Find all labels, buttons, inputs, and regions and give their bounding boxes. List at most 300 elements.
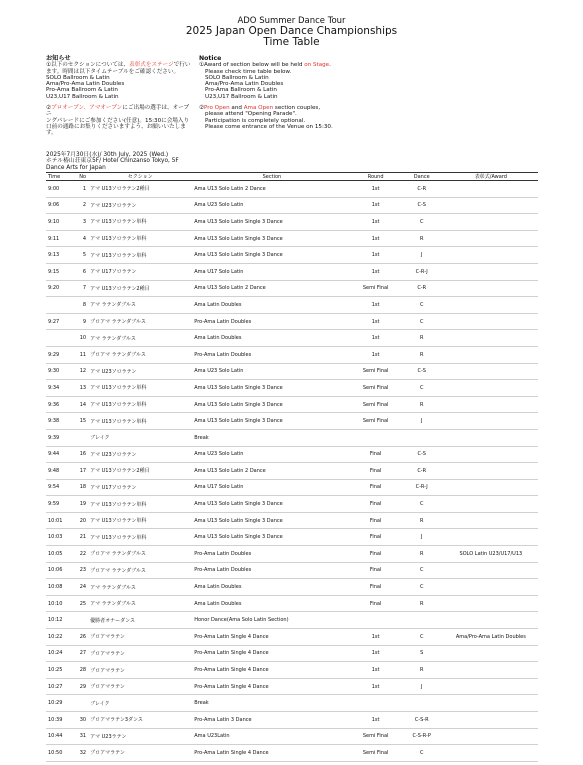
row-round: 1st (352, 197, 400, 214)
row-award (444, 197, 538, 214)
row-section-jp: アマ U13ソロラテン単科 (88, 380, 192, 397)
row-round: 1st (352, 645, 400, 662)
row-no: 6 (74, 263, 88, 280)
row-round (352, 695, 400, 712)
table-row (46, 496, 538, 513)
row-section-jp: プロアマラテン (88, 645, 192, 662)
row-round: Final (352, 479, 400, 496)
row-section-jp: アマ U23ソロラテン (88, 446, 192, 463)
row-section-jp: プロアマラテン (88, 745, 192, 762)
row-section: Pro-Ama Latin Single 4 Dance (192, 678, 351, 695)
table-row (46, 662, 538, 679)
row-time: 9:13 (46, 247, 74, 264)
row-round: 1st (352, 230, 400, 247)
row-award (444, 662, 538, 679)
row-dance: C (400, 496, 444, 513)
row-no: 11 (74, 346, 88, 363)
notice-jp-line: SOLO Ballroom & Latin (46, 74, 110, 81)
table-row (46, 363, 538, 380)
row-time: 10:01 (46, 512, 74, 529)
row-no: 32 (74, 745, 88, 762)
table-row (46, 313, 538, 330)
row-section: Pro-Ama Latin Single 4 Dance (192, 645, 351, 662)
row-round: Semi Final (352, 380, 400, 397)
row-dance: J (400, 247, 444, 264)
row-round (352, 612, 400, 629)
row-award (444, 330, 538, 347)
row-award: SOLO Latin U23/U17/U13 (444, 546, 538, 563)
row-no: 20 (74, 512, 88, 529)
row-dance: J (400, 678, 444, 695)
row-no: 16 (74, 446, 88, 463)
row-section-jp: プロアマ ラテンダブルス (88, 346, 192, 363)
row-dance (400, 429, 444, 446)
row-award (444, 512, 538, 529)
row-round: Semi Final (352, 280, 400, 297)
row-section-jp: アマ ラテンダブルス (88, 579, 192, 596)
row-section-jp: アマ U13ソロラテン単科 (88, 230, 192, 247)
row-award (444, 463, 538, 480)
row-no: 26 (74, 629, 88, 646)
row-time: 9:11 (46, 230, 74, 247)
row-award (444, 678, 538, 695)
row-round: 1st (352, 678, 400, 695)
row-time: 9:30 (46, 363, 74, 380)
row-section: Pro-Ama Latin Single 4 Dance (192, 629, 351, 646)
row-section-jp: プロアマ ラテンダブルス (88, 562, 192, 579)
table-row (46, 463, 538, 480)
row-round: 1st (352, 214, 400, 231)
row-no: 5 (74, 247, 88, 264)
table-row (46, 330, 538, 347)
table-row (46, 579, 538, 596)
row-section: Ama U17 Solo Latin (192, 479, 351, 496)
row-section: Ama U23 Solo Latin (192, 446, 351, 463)
row-award (444, 346, 538, 363)
row-dance: R (400, 396, 444, 413)
row-round: 1st (352, 629, 400, 646)
row-no: 13 (74, 380, 88, 397)
row-time: 10:27 (46, 678, 74, 695)
row-time: 9:39 (46, 429, 74, 446)
row-award (444, 595, 538, 612)
row-time: 10:03 (46, 529, 74, 546)
row-section-jp: プロアマラテン (88, 678, 192, 695)
table-row (46, 612, 538, 629)
notice-en-line: Please check time table below. (205, 68, 292, 75)
row-dance: R (400, 662, 444, 679)
row-section: Ama U13 Solo Latin 2 Dance (192, 280, 351, 297)
row-section-jp: アマ ラテンダブルス (88, 330, 192, 347)
row-section: Ama U17 Solo Latin (192, 263, 351, 280)
row-time: 10:39 (46, 712, 74, 729)
row-round: Semi Final (352, 363, 400, 380)
row-dance: C-R-J (400, 479, 444, 496)
table-row (46, 346, 538, 363)
notice-english (199, 56, 369, 130)
row-section-jp: アマ U13ソロラテン単科 (88, 529, 192, 546)
table-row (46, 678, 538, 695)
event-meta (46, 152, 179, 171)
row-round: 1st (352, 263, 400, 280)
row-section-jp: アマ U13ソロラテン単科 (88, 214, 192, 231)
row-section-jp: アマ U17ソロラテン (88, 479, 192, 496)
table-row (46, 396, 538, 413)
notice-jp-line: U23,U17 Ballroom & Latin (46, 93, 119, 100)
row-award (444, 230, 538, 247)
table-row (46, 529, 538, 546)
championship-title: 2025 Japan Open Dance Championships (185, 25, 398, 37)
row-dance: C-S (400, 446, 444, 463)
row-award (444, 479, 538, 496)
row-no: 27 (74, 645, 88, 662)
row-round: 1st (352, 712, 400, 729)
row-no: 14 (74, 396, 88, 413)
row-section-jp: アマ ラテンダブルス (88, 595, 192, 612)
table-row (46, 280, 538, 297)
row-section-jp: プロアマラテン (88, 629, 192, 646)
notice-jp-line: ングパレードにご参加ください(任意)。15:30に会場入り (46, 117, 190, 124)
row-time (46, 297, 74, 314)
tour-name: ADO Summer Dance Tour (237, 16, 346, 26)
row-round: 1st (352, 330, 400, 347)
row-section-jp: アマ U13ソロラテン2種目 (88, 280, 192, 297)
table-row (46, 230, 538, 247)
row-dance: R (400, 230, 444, 247)
row-award (444, 745, 538, 762)
row-award (444, 214, 538, 231)
row-time: 10:24 (46, 645, 74, 662)
row-section-jp: アマ U23ラテン (88, 728, 192, 745)
row-dance: C-S-R-P (400, 728, 444, 745)
row-round: Final (352, 595, 400, 612)
row-no: 9 (74, 313, 88, 330)
page-title: Time Table (263, 36, 320, 48)
row-section-jp: プロアマ ラテンダブルス (88, 546, 192, 563)
notice-en-line: Participation is completely optional. (205, 117, 306, 124)
row-round: Final (352, 546, 400, 563)
row-no: 2 (74, 197, 88, 214)
row-section-jp: アマ U13ソロラテン単科 (88, 512, 192, 529)
row-award (444, 712, 538, 729)
row-section: Ama U13 Solo Latin Single 3 Dance (192, 380, 351, 397)
row-time: 9:15 (46, 263, 74, 280)
row-dance: C (400, 214, 444, 231)
row-dance: C (400, 629, 444, 646)
row-section-jp: アマ U13ソロラテン単科 (88, 496, 192, 513)
row-round: 1st (352, 247, 400, 264)
row-section: Ama U13 Solo Latin Single 3 Dance (192, 230, 351, 247)
row-section: Ama U23 Solo Latin (192, 363, 351, 380)
row-section: Ama Latin Doubles (192, 595, 351, 612)
row-time: 10:05 (46, 546, 74, 563)
row-award (444, 645, 538, 662)
row-section-jp: アマ U23ソロラテン (88, 197, 192, 214)
table-row (46, 562, 538, 579)
row-section-jp: アマ U13ソロラテン2種目 (88, 463, 192, 480)
row-round: Final (352, 529, 400, 546)
row-award (444, 396, 538, 413)
row-section-jp: ブレイク (88, 429, 192, 446)
row-no: 10 (74, 330, 88, 347)
row-award (444, 363, 538, 380)
table-row (46, 629, 538, 646)
notice-en-line: please attend "Opening Parade". (205, 111, 297, 118)
table-row (46, 712, 538, 729)
row-dance (400, 612, 444, 629)
row-dance (400, 695, 444, 712)
row-award (444, 496, 538, 513)
row-section-jp: アマ U17ソロラテン (88, 263, 192, 280)
row-section: Pro-Ama Latin Doubles (192, 546, 351, 563)
row-no: 17 (74, 463, 88, 480)
row-round: 1st (352, 662, 400, 679)
row-round: Semi Final (352, 745, 400, 762)
row-no: 31 (74, 728, 88, 745)
row-round: Final (352, 446, 400, 463)
row-no: 8 (74, 297, 88, 314)
row-time: 10:50 (46, 745, 74, 762)
row-dance: C-R-J (400, 263, 444, 280)
row-time: 9:27 (46, 313, 74, 330)
notice-jp-line: 口前の通路にお集りくださいますよう、お願いいたします。 (46, 123, 186, 137)
row-section-jp: 優勝者オナーダンス (88, 612, 192, 629)
row-section: Pro-Ama Latin Doubles (192, 346, 351, 363)
row-no (74, 695, 88, 712)
notice-jp-line: ます。時間は以下タイムテーブルをご確認ください。 (46, 68, 180, 75)
notice-en-line: Ama/Pro-Ama Latin Doubles (205, 81, 284, 88)
row-no (74, 612, 88, 629)
row-dance: R (400, 546, 444, 563)
row-dance: C-R (400, 280, 444, 297)
row-section: Ama U13 Solo Latin 2 Dance (192, 463, 351, 480)
row-time: 9:00 (46, 181, 74, 198)
row-no: 24 (74, 579, 88, 596)
row-no: 19 (74, 496, 88, 513)
row-dance: J (400, 529, 444, 546)
table-row (46, 446, 538, 463)
row-section-jp: プロアマラテン (88, 662, 192, 679)
row-round: 1st (352, 181, 400, 198)
row-award (444, 263, 538, 280)
row-section-jp: アマ U23ソロラテン (88, 363, 192, 380)
notice-en-line: SOLO Ballroom & Latin (205, 74, 269, 81)
row-time: 9:10 (46, 214, 74, 231)
row-section: Ama U23 Solo Latin (192, 197, 351, 214)
table-row (46, 380, 538, 397)
row-award (444, 413, 538, 430)
row-no (74, 429, 88, 446)
row-dance: C (400, 562, 444, 579)
row-section-jp: プロアマラテン3ダンス (88, 712, 192, 729)
row-section: Ama U13 Solo Latin Single 3 Dance (192, 529, 351, 546)
notice-en-line: U23,U17 Ballroom & Latin (205, 93, 278, 100)
row-time: 9:59 (46, 496, 74, 513)
row-section: Ama Latin Doubles (192, 297, 351, 314)
row-no: 29 (74, 678, 88, 695)
row-time: 9:34 (46, 380, 74, 397)
row-award (444, 247, 538, 264)
column-header-no: No (74, 173, 88, 181)
row-award (444, 579, 538, 596)
notice-japanese (46, 56, 194, 137)
row-section: Ama U13 Solo Latin Single 3 Dance (192, 396, 351, 413)
table-row (46, 546, 538, 563)
table-row (46, 181, 538, 198)
row-dance: C (400, 313, 444, 330)
row-section: Ama U13 Solo Latin Single 3 Dance (192, 413, 351, 430)
notice-en-line: Pro-Ama Ballroom & Latin (205, 87, 277, 94)
row-award (444, 529, 538, 546)
table-row (46, 745, 538, 762)
row-section: Break (192, 429, 351, 446)
row-no: 4 (74, 230, 88, 247)
row-section-jp: アマ U13ソロラテン単科 (88, 413, 192, 430)
row-dance: C (400, 380, 444, 397)
row-no: 15 (74, 413, 88, 430)
row-time: 10:22 (46, 629, 74, 646)
row-round: Final (352, 562, 400, 579)
row-time: 10:06 (46, 562, 74, 579)
event-date: 2025年7月30日(水)/ 30th July, 2025 (Wed.) (46, 152, 169, 158)
row-time: 9:20 (46, 280, 74, 297)
notice-jp-line: Ama/Pro-Ama Latin Doubles (46, 81, 125, 88)
event-organizer: Dance Arts for Japan (46, 164, 106, 171)
table-header-row (46, 173, 538, 181)
row-dance: C (400, 745, 444, 762)
table-row (46, 728, 538, 745)
page-header (0, 16, 583, 48)
table-row (46, 512, 538, 529)
row-round (352, 429, 400, 446)
row-no: 1 (74, 181, 88, 198)
notice-en-line: Please come entrance of the Venue on 15:30. (205, 123, 333, 130)
row-time: 10:44 (46, 728, 74, 745)
row-no: 18 (74, 479, 88, 496)
row-dance: C-S (400, 197, 444, 214)
table-row (46, 413, 538, 430)
table-row (46, 645, 538, 662)
row-no: 12 (74, 363, 88, 380)
row-dance: C-R (400, 463, 444, 480)
row-dance: J (400, 413, 444, 430)
row-round: 1st (352, 346, 400, 363)
table-row (46, 297, 538, 314)
row-section: Break (192, 695, 351, 712)
row-section-jp: アマ U13ソロラテン単科 (88, 247, 192, 264)
row-time: 10:12 (46, 612, 74, 629)
row-no: 7 (74, 280, 88, 297)
column-header-section-jp: セクション (88, 173, 192, 181)
row-award (444, 297, 538, 314)
row-award (444, 380, 538, 397)
row-time: 9:48 (46, 463, 74, 480)
time-table (46, 172, 538, 762)
table-row (46, 214, 538, 231)
row-time: 10:08 (46, 579, 74, 596)
row-section: Pro-Ama Latin 3 Dance (192, 712, 351, 729)
row-no: 30 (74, 712, 88, 729)
notice-en-line: ②Pro Open and Ama Open section couples, (199, 105, 321, 112)
row-dance: S (400, 645, 444, 662)
row-section: Pro-Ama Latin Doubles (192, 562, 351, 579)
table-row (46, 247, 538, 264)
notice-en-line: ①Award of section below will be held on Stage. (199, 62, 331, 69)
row-round: Semi Final (352, 728, 400, 745)
row-round: Final (352, 512, 400, 529)
row-award (444, 728, 538, 745)
row-no: 28 (74, 662, 88, 679)
table-row (46, 263, 538, 280)
row-dance: C-R (400, 181, 444, 198)
row-dance: C-S-R (400, 712, 444, 729)
row-section-jp: ブレイク (88, 695, 192, 712)
row-award (444, 280, 538, 297)
row-award (444, 429, 538, 446)
row-time: 10:10 (46, 595, 74, 612)
notice-jp-line: ②プロオープン、アマオープンにご出場の選手は、オープニ (46, 105, 190, 118)
row-time: 9:38 (46, 413, 74, 430)
row-section: Ama U23Latin (192, 728, 351, 745)
row-section: Honor Dance(Ama Solo Latin Section) (192, 612, 351, 629)
row-time: 9:06 (46, 197, 74, 214)
row-time: 9:29 (46, 346, 74, 363)
row-section: Ama U13 Solo Latin 2 Dance (192, 181, 351, 198)
notice-jp-line: Pro-Ama Ballroom & Latin (46, 87, 118, 94)
column-header-dance: Dance (400, 173, 444, 181)
row-award (444, 612, 538, 629)
row-no: 25 (74, 595, 88, 612)
column-header-time: Time (46, 173, 74, 181)
table-body (46, 181, 538, 762)
row-no: 22 (74, 546, 88, 563)
row-section-jp: プロアマ ラテンダブルス (88, 313, 192, 330)
row-section-jp: アマ ラテンダブルス (88, 297, 192, 314)
table-row (46, 595, 538, 612)
row-award (444, 562, 538, 579)
row-section-jp: アマ U13ソロラテン2種目 (88, 181, 192, 198)
row-round: 1st (352, 297, 400, 314)
row-time: 9:44 (46, 446, 74, 463)
row-round: Semi Final (352, 413, 400, 430)
row-dance: R (400, 512, 444, 529)
column-header-round: Round (352, 173, 400, 181)
row-dance: R (400, 595, 444, 612)
row-section: Pro-Ama Latin Single 4 Dance (192, 745, 351, 762)
row-dance: R (400, 346, 444, 363)
row-section: Ama U13 Solo Latin Single 3 Dance (192, 496, 351, 513)
row-award (444, 446, 538, 463)
row-time: 10:25 (46, 662, 74, 679)
table-row (46, 429, 538, 446)
row-round: 1st (352, 313, 400, 330)
row-award: Ama/Pro-Ama Latin Doubles (444, 629, 538, 646)
row-time: 10:29 (46, 695, 74, 712)
row-time (46, 330, 74, 347)
table-row (46, 197, 538, 214)
row-award (444, 313, 538, 330)
column-header-section: Section (192, 173, 351, 181)
row-time: 9:36 (46, 396, 74, 413)
row-award (444, 695, 538, 712)
table-row (46, 695, 538, 712)
event-venue: ホテル椿山荘東京5F/ Hotel Chinzanso Tokyo, 5F (46, 158, 179, 165)
row-section: Pro-Ama Latin Single 4 Dance (192, 662, 351, 679)
row-dance: C (400, 579, 444, 596)
row-round: Semi Final (352, 396, 400, 413)
row-time: 9:54 (46, 479, 74, 496)
notice-en-title: Notice (199, 55, 222, 62)
